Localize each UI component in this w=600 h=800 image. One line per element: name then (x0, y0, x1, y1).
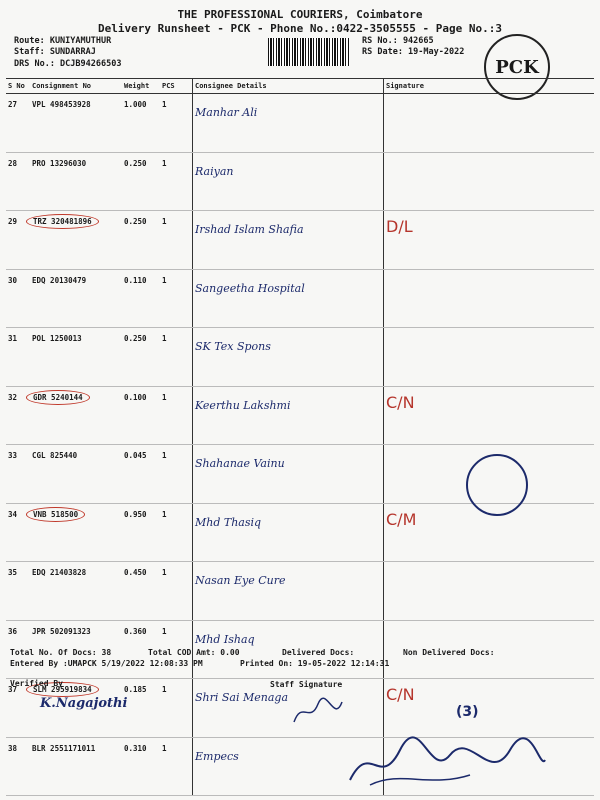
table-row (6, 152, 594, 211)
row-pcs: 1 (162, 451, 167, 460)
row-pcs: 1 (162, 626, 167, 636)
route-label: Route: KUNIYAMUTHUR (14, 36, 112, 46)
row-weight: 0.250 (124, 158, 147, 168)
row-weight: 0.185 (124, 685, 147, 694)
row-sno: 38 (8, 743, 18, 753)
col-consignment: Consignment No (30, 79, 122, 94)
total-cod: Total COD Amt: 0.00 (148, 648, 240, 657)
row-sno: 30 (8, 275, 18, 285)
row-note: C/M (386, 509, 417, 529)
row-sno: 34 (8, 509, 18, 519)
col-signature: Signature (384, 79, 595, 94)
table-row (6, 562, 594, 621)
table-row (6, 94, 594, 153)
rs-number: RS No.: 942665 (362, 36, 434, 46)
hospital-stamp-icon (466, 454, 528, 516)
table-header-row (6, 79, 594, 94)
row-consignee: Keerthu Lakshmi (195, 398, 291, 412)
row-consignment-no: GDR 5240144 (26, 390, 90, 405)
pck-stamp: PCK (484, 34, 550, 100)
col-consignee: Consignee Details (193, 79, 384, 94)
row-pcs: 1 (162, 743, 167, 753)
non-delivered-docs: Non Delivered Docs: (403, 648, 495, 657)
row-weight: 0.110 (124, 275, 147, 285)
row-consignment-no: SLM 295919834 (26, 682, 99, 697)
row-consignee: Irshad Islam Shafia (195, 223, 304, 236)
drs-label: DRS No.: DCJB94266503 (14, 59, 122, 69)
row-consignment-no: POL 1250013 (32, 334, 82, 343)
staff-signature-scribble-icon (340, 730, 550, 790)
row-sno: 32 (8, 392, 18, 402)
row-consignment-no: TRZ 320481896 (26, 214, 99, 229)
staff-label: Staff: SUNDARRAJ (14, 47, 96, 57)
row-consignee: Shahanae Vainu (195, 457, 285, 470)
row-weight: 0.450 (124, 568, 147, 577)
row-note: D/L (386, 217, 413, 236)
row-consignee: SK Tex Spons (195, 340, 271, 353)
printed-on: Printed On: 19-05-2022 12:14:31 (240, 659, 390, 668)
row-weight: 0.100 (124, 392, 147, 402)
row-sno: 33 (8, 451, 18, 460)
row-consignee: Nasan Eye Cure (195, 574, 286, 587)
row-pcs: 1 (162, 685, 167, 694)
row-consignee: Raiyan (195, 164, 234, 178)
row-consignment-no: PRO 13296030 (32, 158, 87, 168)
row-note: C/N (386, 392, 415, 412)
page-mark: (3) (456, 704, 479, 720)
staff-signature-label: Staff Signature (270, 680, 343, 689)
total-docs: Total No. Of Docs: 38 (10, 648, 112, 657)
row-note: C/N (386, 685, 415, 704)
row-consignee: Mhd Ishaq (195, 632, 255, 646)
row-weight: 0.045 (124, 451, 147, 460)
verifier-signature: K.Nagajothi (40, 696, 128, 711)
row-weight: 0.250 (124, 334, 147, 343)
delivered-docs: Delivered Docs: (282, 648, 355, 657)
row-pcs: 1 (162, 100, 167, 109)
entered-by: Entered By :UMAPCK 5/19/2022 12:08:33 PM (10, 659, 203, 668)
row-weight: 0.310 (124, 743, 147, 753)
document-subtitle: Delivery Runsheet - PCK - Phone No.:0422-3505555 - Page No.:3 (98, 22, 502, 35)
row-sno: 29 (8, 217, 18, 226)
row-consignee: Shri Sai Menaga (195, 691, 289, 704)
row-consignee: Manhar Ali (195, 106, 258, 119)
row-sno: 37 (8, 685, 18, 694)
verified-by-label: Verified By (10, 679, 63, 688)
table-row (6, 328, 594, 387)
row-pcs: 1 (162, 275, 167, 285)
table-row (6, 386, 594, 445)
row-consignment-no: VPL 498453928 (32, 100, 91, 109)
row-pcs: 1 (162, 158, 167, 168)
row-sno: 36 (8, 626, 18, 636)
row-consignee: Mhd Thasiq (195, 515, 262, 529)
row-consignment-no: BLR 2551171011 (32, 743, 96, 753)
row-pcs: 1 (162, 509, 167, 519)
row-pcs: 1 (162, 392, 167, 402)
table-row (6, 211, 594, 270)
row-sno: 35 (8, 568, 18, 577)
rs-date: RS Date: 19-May-2022 (362, 47, 465, 57)
row-consignment-no: CGL 825440 (32, 451, 78, 460)
col-weight: Weight (122, 79, 160, 94)
row-weight: 1.000 (124, 100, 147, 109)
row-pcs: 1 (162, 217, 167, 226)
row-consignment-no: JPR 502091323 (32, 626, 91, 636)
staff-initial-scribble-icon (290, 694, 346, 728)
row-weight: 0.950 (124, 509, 147, 519)
row-pcs: 1 (162, 334, 167, 343)
row-sno: 31 (8, 334, 18, 343)
row-pcs: 1 (162, 568, 167, 577)
barcode-icon (268, 38, 350, 66)
row-consignment-no: EDQ 20130479 (32, 275, 87, 285)
row-weight: 0.250 (124, 217, 147, 226)
col-pcs: PCS (160, 79, 193, 94)
col-sno: S No (6, 79, 30, 94)
row-consignee: Empecs (195, 749, 239, 763)
document-title: THE PROFESSIONAL COURIERS, Coimbatore (177, 8, 423, 21)
table-row (6, 269, 594, 328)
row-weight: 0.360 (124, 626, 147, 636)
row-consignee: Sangeetha Hospital (195, 281, 305, 295)
row-sno: 28 (8, 158, 18, 168)
row-consignment-no: VNB 518500 (26, 507, 85, 522)
row-sno: 27 (8, 100, 18, 109)
row-consignment-no: EDQ 21403828 (32, 568, 87, 577)
